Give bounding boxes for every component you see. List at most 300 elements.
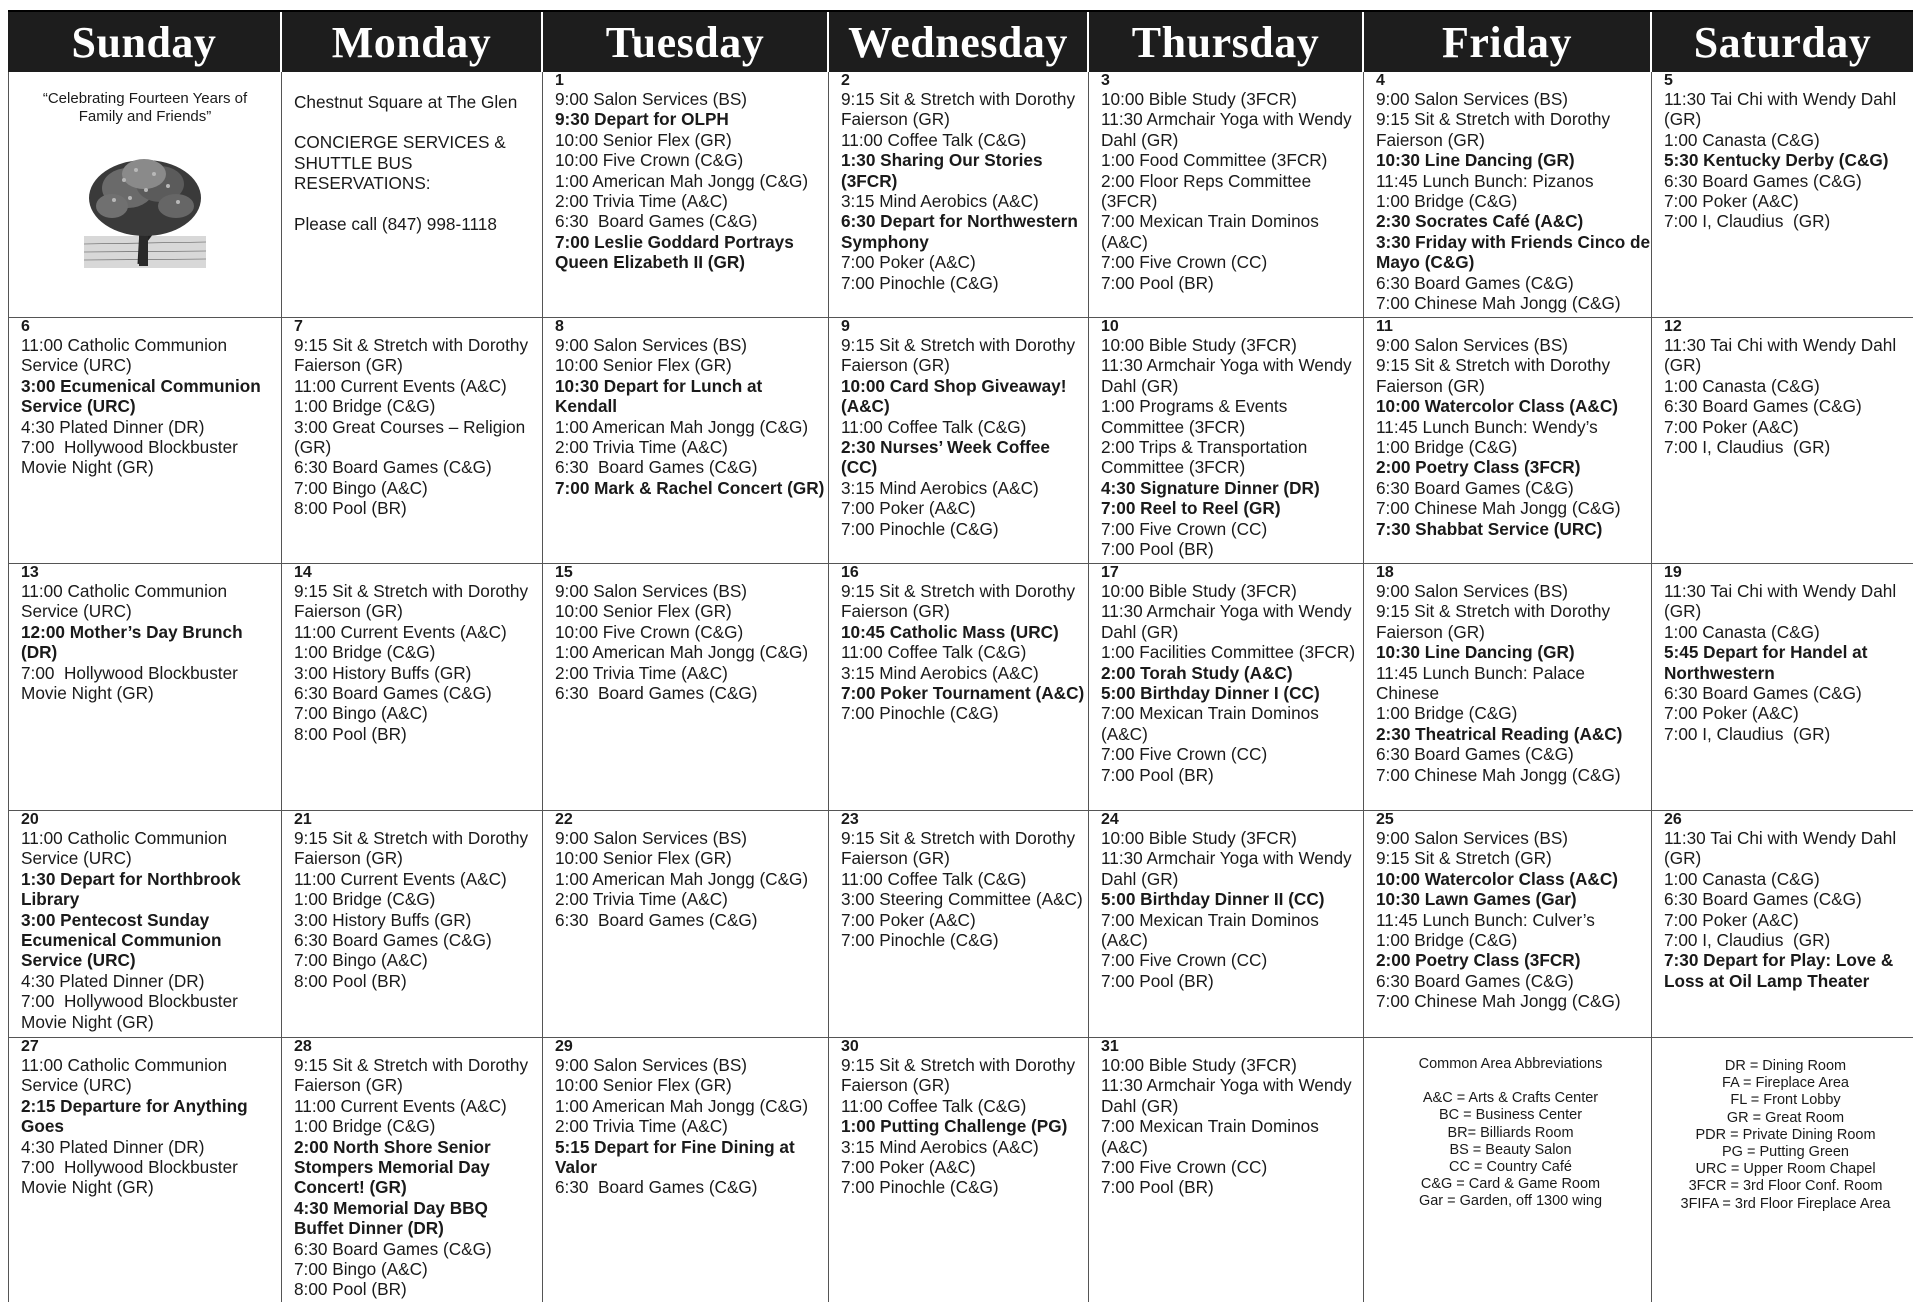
day-cell-20 [8,811,282,1037]
event-item: 11:00 Current Events (A&C) [294,375,507,396]
event-item: 6:30 Board Games (C&G) [555,909,758,930]
event-item: 7:00 Hollywood Blockbuster Movie Night (GR) [21,991,243,1032]
event-item: 11:00 Current Events (A&C) [294,621,507,642]
event-item: 1:30 Depart for Northbrook Library [21,868,246,910]
event-item: 11:30 Tai Chi with Wendy Dahl (GR) [1664,89,1901,130]
event-item: 2:30 Theatrical Reading (A&C) [1376,723,1623,744]
event-item: 2:00 Trivia Time (A&C) [555,191,728,212]
event-item: 2:00 Trivia Time (A&C) [555,1116,728,1137]
day-number: 31 [1101,1038,1119,1055]
event-item: 11:00 Coffee Talk (C&G) [841,416,1027,437]
day-number: 9 [841,318,850,335]
day-cell-28 [282,1038,543,1302]
event-item: 9:00 Salon Services (BS) [555,335,748,355]
event-item: 6:30 Board Games (C&G) [1376,272,1574,293]
event-item: 7:00 Hollywood Blockbuster Movie Night (GR) [21,437,243,478]
day-cell-27 [8,1038,282,1302]
event-item: 7:00 I, Claudius (GR) [1664,437,1831,458]
event-item: 9:15 Sit & Stretch with Dorothy Faierson (GR) [294,828,533,869]
event-item: 9:00 Salon Services (BS) [555,89,748,109]
event-item: 7:00 Poker (A&C) [1664,909,1799,930]
legend-entry: URC = Upper Room Chapel [1695,1161,1876,1178]
event-item: 3:15 Mind Aerobics (A&C) [841,191,1039,212]
legend-entry: BR= Billiards Room [1447,1124,1574,1141]
week-row [8,72,1913,318]
weekday-header: Sunday [8,12,282,72]
day-number: 30 [841,1038,859,1055]
event-item: 8:00 Pool (BR) [294,498,407,519]
event-item: 6:30 Board Games (C&G) [294,930,492,951]
event-item: 9:00 Salon Services (BS) [555,581,748,601]
day-number: 12 [1664,318,1682,335]
event-item: 2:00 Poetry Class (3FCR) [1376,457,1581,478]
day-number: 8 [555,318,564,335]
event-item: 6:30 Board Games (C&G) [294,683,492,704]
event-item: 9:15 Sit & Stretch with Dorothy Faierson (GR) [1376,355,1615,396]
event-item: 6:30 Board Games (C&G) [1664,170,1862,191]
event-item: 9:15 Sit & Stretch with Dorothy Faierson (GR) [294,581,533,622]
event-item: 2:00 Trivia Time (A&C) [555,662,728,683]
event-item: 6:30 Board Games (C&G) [1664,889,1862,910]
info-line: Please call (847) 998-1118 [294,213,497,234]
event-item: 6:30 Board Games (C&G) [555,683,758,704]
event-item: 11:30 Armchair Yoga with Wendy Dahl (GR) [1101,848,1357,889]
concierge-info [294,72,542,234]
event-item: 7:00 Poker (A&C) [1664,191,1799,212]
event-item: 1:00 Bridge (C&G) [294,396,436,417]
event-item: 9:00 Salon Services (BS) [555,1055,748,1075]
event-item: 1:00 Canasta (C&G) [1664,375,1820,396]
event-item: 7:00 Five Crown (CC) [1101,1157,1268,1178]
day-cell-12 [1652,318,1913,563]
day-cell-4 [1364,72,1655,317]
day-number: 3 [1101,72,1110,89]
event-item: 1:00 Bridge (C&G) [294,642,436,663]
event-item: 6:30 Board Games (C&G) [555,211,758,232]
event-item: 6:30 Board Games (C&G) [294,1238,492,1259]
info-cell-monday [282,72,543,317]
event-item: 9:00 Salon Services (BS) [1376,335,1569,355]
day-number: 20 [21,811,39,828]
event-item: 7:30 Shabbat Service (URC) [1376,518,1603,539]
event-item: 7:00 Five Crown (CC) [1101,744,1268,765]
event-item: 10:00 Bible Study (3FCR) [1101,1055,1297,1075]
event-item: 7:00 Five Crown (CC) [1101,518,1268,539]
event-item: 7:00 Chinese Mah Jongg (C&G) [1376,764,1621,785]
event-item: 6:30 Board Games (C&G) [1664,396,1862,417]
event-item: 11:00 Coffee Talk (C&G) [841,129,1027,150]
event-item: 9:00 Salon Services (BS) [1376,828,1569,848]
event-item: 7:00 Pool (BR) [1101,1177,1214,1198]
event-item: 3:15 Mind Aerobics (A&C) [841,662,1039,683]
legend-entry: CC = Country Café [1449,1159,1572,1176]
event-item: 4:30 Plated Dinner (DR) [21,970,205,991]
event-item: 6:30 Board Games (C&G) [1664,683,1862,704]
day-number: 11 [1376,318,1393,335]
day-number: 13 [21,564,39,581]
event-item: 1:00 Bridge (C&G) [1376,930,1518,951]
event-item: 7:00 I, Claudius (GR) [1664,211,1831,232]
event-item: 9:15 Sit & Stretch with Dorothy Faierson (GR) [294,1055,533,1096]
event-item: 5:00 Birthday Dinner II (CC) [1101,889,1325,910]
legend-entry: 3FCR = 3rd Floor Conf. Room [1688,1178,1883,1195]
weekday-header: Monday [282,12,543,72]
event-item: 7:00 Mexican Train Dominos (A&C) [1101,909,1324,951]
event-item: 7:00 Pool (BR) [1101,764,1214,785]
event-item: 11:00 Catholic Communion Service (URC) [21,828,232,869]
event-item: 9:15 Sit & Stretch with Dorothy Faierson (GR) [1376,601,1615,642]
event-item: 10:00 Five Crown (C&G) [555,150,744,171]
event-item: 8:00 Pool (BR) [294,1279,407,1300]
event-item: 3:00 History Buffs (GR) [294,909,472,930]
event-item: 4:30 Memorial Day BBQ Buffet Dinner (DR) [294,1197,493,1239]
event-item: 7:00 Pinochle (C&G) [841,518,999,539]
event-item: 7:00 Reel to Reel (GR) [1101,498,1281,519]
event-item: 1:00 American Mah Jongg (C&G) [555,868,809,889]
event-item: 2:00 Torah Study (A&C) [1101,662,1293,683]
week-row [8,1038,1913,1302]
day-number: 19 [1664,564,1682,581]
event-item: 2:00 Floor Reps Committee (3FCR) [1101,170,1316,212]
event-item: 11:30 Tai Chi with Wendy Dahl (GR) [1664,828,1901,869]
event-item: 11:45 Lunch Bunch: Wendy’s [1376,416,1598,437]
event-item: 3:00 Ecumenical Communion Service (URC) [21,375,266,417]
event-item: 4:30 Signature Dinner (DR) [1101,477,1320,498]
info-line: Chestnut Square at The Glen [294,92,518,112]
event-item: 10:30 Line Dancing (GR) [1376,150,1575,171]
event-item: 11:30 Armchair Yoga with Wendy Dahl (GR) [1101,355,1357,396]
event-item: 10:30 Line Dancing (GR) [1376,642,1575,663]
day-cell-19 [1652,564,1913,810]
legend-entry: PDR = Private Dining Room [1695,1126,1876,1143]
event-item: 7:00 Poker (A&C) [841,498,976,519]
event-item: 3:15 Mind Aerobics (A&C) [841,477,1039,498]
event-item: 10:00 Bible Study (3FCR) [1101,335,1297,355]
event-item: 3:15 Mind Aerobics (A&C) [841,1136,1039,1157]
tagline: “Celebrating Fourteen Years of Family and Friends” [42,90,248,125]
event-item: 7:00 Mexican Train Dominos (A&C) [1101,211,1324,252]
event-item: 6:30 Board Games (C&G) [1376,744,1574,765]
event-item: 3:00 Pentecost Sunday Ecumenical Communion Service (URC) [21,909,227,971]
event-item: 1:00 Putting Challenge (PG) [841,1116,1068,1137]
event-item: 1:00 Bridge (C&G) [1376,703,1518,724]
event-item: 7:00 Bingo (A&C) [294,703,428,724]
weekday-header-row [8,10,1913,72]
day-number: 22 [555,811,573,828]
event-item: 1:00 Canasta (C&G) [1664,129,1820,150]
event-item: 10:00 Bible Study (3FCR) [1101,89,1297,109]
legend-entry: GR = Great Room [1726,1109,1845,1126]
event-item: 10:00 Card Shop Giveaway! (A&C) [841,375,1072,417]
day-number: 23 [841,811,859,828]
event-item: 7:00 Pinochle (C&G) [841,1177,999,1198]
legend-entry: DR = Dining Room [1724,1058,1847,1074]
day-cell-1 [543,72,829,317]
day-cell-13 [8,564,282,810]
event-item: 5:15 Depart for Fine Dining at Valor [555,1136,800,1178]
event-item: 10:00 Bible Study (3FCR) [1101,581,1297,601]
abbreviation-legend [1376,1038,1651,1211]
event-item: 5:45 Depart for Handel at Northwestern [1664,642,1873,683]
event-item: 7:00 Pinochle (C&G) [841,703,999,724]
event-item: 2:00 Trips & Transportation Committee (3FCR) [1101,437,1313,478]
week-row [8,318,1913,564]
event-item: 7:00 I, Claudius (GR) [1664,930,1831,951]
event-item: 10:00 Five Crown (C&G) [555,621,744,642]
legend-entry: BS = Beauty Salon [1449,1141,1572,1158]
event-item: 2:30 Nurses’ Week Coffee (CC) [841,437,1055,478]
event-item: 7:00 Leslie Goddard Portrays Queen Elizabeth II (GR) [555,231,799,273]
week-row [8,811,1913,1038]
day-number: 21 [294,811,312,828]
event-item: 2:15 Departure for Anything Goes [21,1095,253,1137]
event-item: 10:30 Lawn Games (Gar) [1376,889,1577,910]
event-item: 11:00 Current Events (A&C) [294,868,507,889]
event-item: 3:00 Steering Committee (A&C) [841,889,1083,910]
event-item: 11:45 Lunch Bunch: Pizanos [1376,170,1594,191]
info-cell-friday [1364,1038,1652,1302]
event-item: 7:00 Bingo (A&C) [294,477,428,498]
event-item: 7:00 Mexican Train Dominos (A&C) [1101,1116,1324,1157]
event-item: 1:00 Programs & Events Committee (3FCR) [1101,396,1293,437]
event-item: 10:00 Senior Flex (GR) [555,355,732,376]
event-item: 11:30 Armchair Yoga with Wendy Dahl (GR) [1101,1075,1357,1116]
event-item: 10:00 Senior Flex (GR) [555,1075,732,1096]
day-number: 10 [1101,318,1119,335]
event-item: 6:30 Depart for Northwestern Symphony [841,211,1083,252]
day-cell-14 [282,564,543,810]
event-item: 7:00 Pinochle (C&G) [841,272,999,293]
event-item: 5:30 Kentucky Derby (C&G) [1664,150,1889,171]
day-number: 1 [555,72,564,89]
day-cell-5 [1652,72,1913,317]
day-cell-18 [1364,564,1652,810]
event-item: 2:00 Trivia Time (A&C) [555,889,728,910]
event-item: 10:45 Catholic Mass (URC) [841,621,1059,642]
info-cell-saturday [1652,1038,1913,1302]
event-item: 7:00 Poker (A&C) [1664,416,1799,437]
event-item: 7:00 Pool (BR) [1101,272,1214,293]
info-cell-sunday [8,72,282,317]
event-item: 7:00 Bingo (A&C) [294,950,428,971]
event-item: 6:30 Board Games (C&G) [555,1177,758,1198]
event-item: 8:00 Pool (BR) [294,970,407,991]
event-item: 3:30 Friday with Friends Cinco de Mayo (C&G) [1376,231,1655,273]
event-item: 5:00 Birthday Dinner I (CC) [1101,683,1320,704]
day-cell-17 [1089,564,1364,810]
day-cell-9 [829,318,1089,563]
legend-entry: PG = Putting Green [1722,1144,1849,1161]
event-item: 11:00 Coffee Talk (C&G) [841,642,1027,663]
event-item: 9:00 Salon Services (BS) [1376,581,1569,601]
info-line: CONCIERGE SERVICES & SHUTTLE BUS RESERVATIONS: [294,132,511,194]
event-item: 1:00 Bridge (C&G) [294,889,436,910]
day-cell-29 [543,1038,829,1302]
day-number: 14 [294,564,312,581]
oak-tree-icon [84,152,206,268]
legend-entry: FA = Fireplace Area [1722,1075,1849,1092]
event-item: 6:30 Board Games (C&G) [555,457,758,478]
day-number: 4 [1376,72,1385,89]
event-item: 7:00 Mexican Train Dominos (A&C) [1101,703,1324,744]
day-cell-6 [8,318,282,563]
day-cell-30 [829,1038,1089,1302]
event-item: 3:00 History Buffs (GR) [294,662,472,683]
legend-entry: C&G = Card & Game Room [1420,1176,1601,1193]
event-item: 7:00 Poker (A&C) [1664,703,1799,724]
weekday-header: Saturday [1693,17,1872,67]
event-item: 2:00 North Shore Senior Stompers Memorial Day Concert! (GR) [294,1136,496,1198]
event-item: 11:30 Armchair Yoga with Wendy Dahl (GR) [1101,601,1357,642]
event-item: 9:30 Depart for OLPH [555,109,729,130]
event-item: 9:15 Sit & Stretch with Dorothy Faierson (GR) [841,89,1080,130]
week-row [8,564,1913,811]
event-item: 10:00 Watercolor Class (A&C) [1376,868,1618,889]
event-item: 10:30 Depart for Lunch at Kendall [555,375,768,417]
day-number: 5 [1664,72,1673,89]
day-cell-23 [829,811,1089,1037]
event-item: 4:30 Plated Dinner (DR) [21,416,205,437]
event-item: 7:00 Pool (BR) [1101,539,1214,560]
weekday-header: Friday [1364,12,1652,72]
event-item: 9:15 Sit & Stretch with Dorothy Faierson (GR) [841,335,1080,376]
day-cell-7 [282,318,543,563]
day-number: 28 [294,1038,312,1055]
day-number: 26 [1664,811,1682,828]
event-item: 7:00 Chinese Mah Jongg (C&G) [1376,293,1621,314]
day-cell-2 [829,72,1089,317]
event-item: 7:00 Poker (A&C) [841,1157,976,1178]
event-item: 3:00 Great Courses – Religion (GR) [294,416,530,458]
event-item: 11:30 Tai Chi with Wendy Dahl (GR) [1664,335,1901,376]
event-item: 10:00 Senior Flex (GR) [555,601,732,622]
event-item: 7:00 Pinochle (C&G) [841,930,999,951]
day-cell-16 [829,564,1089,810]
event-item: 7:00 Poker (A&C) [841,909,976,930]
event-item: 1:30 Sharing Our Stories (3FCR) [841,150,1048,191]
calendar-grid [8,10,1913,1299]
legend-entry: Gar = Garden, off 1300 wing [1418,1193,1603,1210]
event-item: 1:00 Bridge (C&G) [294,1116,436,1137]
info-line [294,194,542,214]
day-cell-22 [543,811,829,1037]
day-number: 18 [1376,564,1394,581]
event-item: 9:15 Sit & Stretch with Dorothy Faierson (GR) [1376,109,1615,150]
event-item: 7:00 Chinese Mah Jongg (C&G) [1376,991,1621,1012]
event-item: 1:00 Canasta (C&G) [1664,621,1820,642]
day-cell-8 [543,318,829,563]
event-item: 1:00 American Mah Jongg (C&G) [555,642,809,663]
event-item: 7:00 Poker (A&C) [841,252,976,273]
event-item: 11:00 Current Events (A&C) [294,1095,507,1116]
event-item: 12:00 Mother’s Day Brunch (DR) [21,621,248,663]
day-cell-25 [1364,811,1652,1037]
event-item: 11:45 Lunch Bunch: Culver’s [1376,909,1595,930]
event-item: 11:00 Catholic Communion Service (URC) [21,335,232,376]
event-item: 2:00 Poetry Class (3FCR) [1376,950,1581,971]
event-item: 7:00 I, Claudius (GR) [1664,723,1831,744]
day-cell-11 [1364,318,1652,563]
event-item: 2:30 Socrates Café (A&C) [1376,211,1584,232]
event-item: 7:00 Five Crown (CC) [1101,950,1268,971]
event-item: 1:00 American Mah Jongg (C&G) [555,170,809,191]
event-item: 10:00 Senior Flex (GR) [555,848,732,869]
event-item: 11:00 Catholic Communion Service (URC) [21,581,232,622]
event-item: 8:00 Pool (BR) [294,723,407,744]
event-item: 9:00 Salon Services (BS) [555,828,748,848]
event-item: 11:00 Coffee Talk (C&G) [841,868,1027,889]
legend-entry: A&C = Arts & Crafts Center [1422,1090,1599,1107]
event-item: 1:00 American Mah Jongg (C&G) [555,416,809,437]
event-item: 2:00 Trivia Time (A&C) [555,437,728,458]
event-item: 1:00 Food Committee (3FCR) [1101,150,1328,171]
day-number: 29 [555,1038,573,1055]
event-item: 9:15 Sit & Stretch with Dorothy Faierson (GR) [841,581,1080,622]
event-item: 4:30 Plated Dinner (DR) [21,1136,205,1157]
day-cell-24 [1089,811,1364,1037]
event-item: 1:00 American Mah Jongg (C&G) [555,1095,809,1116]
event-item: 6:30 Board Games (C&G) [294,457,492,478]
day-number: 7 [294,318,303,335]
legend-entry: BC = Business Center [1438,1107,1583,1124]
day-cell-31 [1089,1038,1364,1302]
event-item: 6:30 Board Games (C&G) [1376,970,1574,991]
day-cell-10 [1089,318,1364,563]
event-item: 7:00 Chinese Mah Jongg (C&G) [1376,498,1621,519]
event-item: 1:00 Bridge (C&G) [1376,191,1518,212]
event-item: 1:00 Facilities Committee (3FCR) [1101,642,1356,663]
event-item: 7:00 Hollywood Blockbuster Movie Night (GR) [21,662,243,704]
event-item: 6:30 Board Games (C&G) [1376,477,1574,498]
event-item: 11:30 Armchair Yoga with Wendy Dahl (GR) [1101,109,1357,150]
event-item: 7:00 Five Crown (CC) [1101,252,1268,273]
event-item: 11:45 Lunch Bunch: Palace Chinese [1376,662,1590,704]
day-number: 15 [555,564,573,581]
intro-panel [21,72,281,268]
legend-entry: 3FIFA = 3rd Floor Fireplace Area [1680,1195,1891,1212]
event-item: 9:15 Sit & Stretch (GR) [1376,848,1552,869]
event-item: 9:15 Sit & Stretch with Dorothy Faierson (GR) [841,828,1080,869]
event-item: 7:00 Poker Tournament (A&C) [841,683,1085,704]
legend-entry: FL = Front Lobby [1730,1092,1841,1109]
day-number: 17 [1101,564,1119,581]
day-cell-15 [543,564,829,810]
event-item: 10:00 Bible Study (3FCR) [1101,828,1297,848]
event-item: 7:00 Bingo (A&C) [294,1259,428,1280]
day-number: 25 [1376,811,1394,828]
event-item: 7:00 Pool (BR) [1101,970,1214,991]
weekday-header: Tuesday [543,12,829,72]
event-item: 9:15 Sit & Stretch with Dorothy Faierson (GR) [294,335,533,376]
abbreviation-legend-2 [1664,1038,1913,1213]
event-item: 1:00 Canasta (C&G) [1664,868,1820,889]
day-cell-26 [1652,811,1913,1037]
event-item: 7:30 Depart for Play: Love & Loss at Oil Lamp Theater [1664,950,1899,991]
event-item: 9:15 Sit & Stretch with Dorothy Faierson (GR) [841,1055,1080,1096]
day-number: 2 [841,72,850,89]
info-line [294,112,542,132]
day-cell-21 [282,811,543,1037]
event-item: 7:00 Hollywood Blockbuster Movie Night (GR) [21,1157,243,1198]
weekday-header: Thursday [1089,12,1364,72]
weekday-header: Wednesday [829,12,1089,72]
event-item: 10:00 Watercolor Class (A&C) [1376,396,1618,417]
legend-title: Common Area Abbreviations [1418,1056,1603,1072]
day-number: 27 [21,1038,39,1055]
event-item: 9:00 Salon Services (BS) [1376,89,1569,109]
event-item: 10:00 Senior Flex (GR) [555,129,732,150]
day-number: 24 [1101,811,1119,828]
